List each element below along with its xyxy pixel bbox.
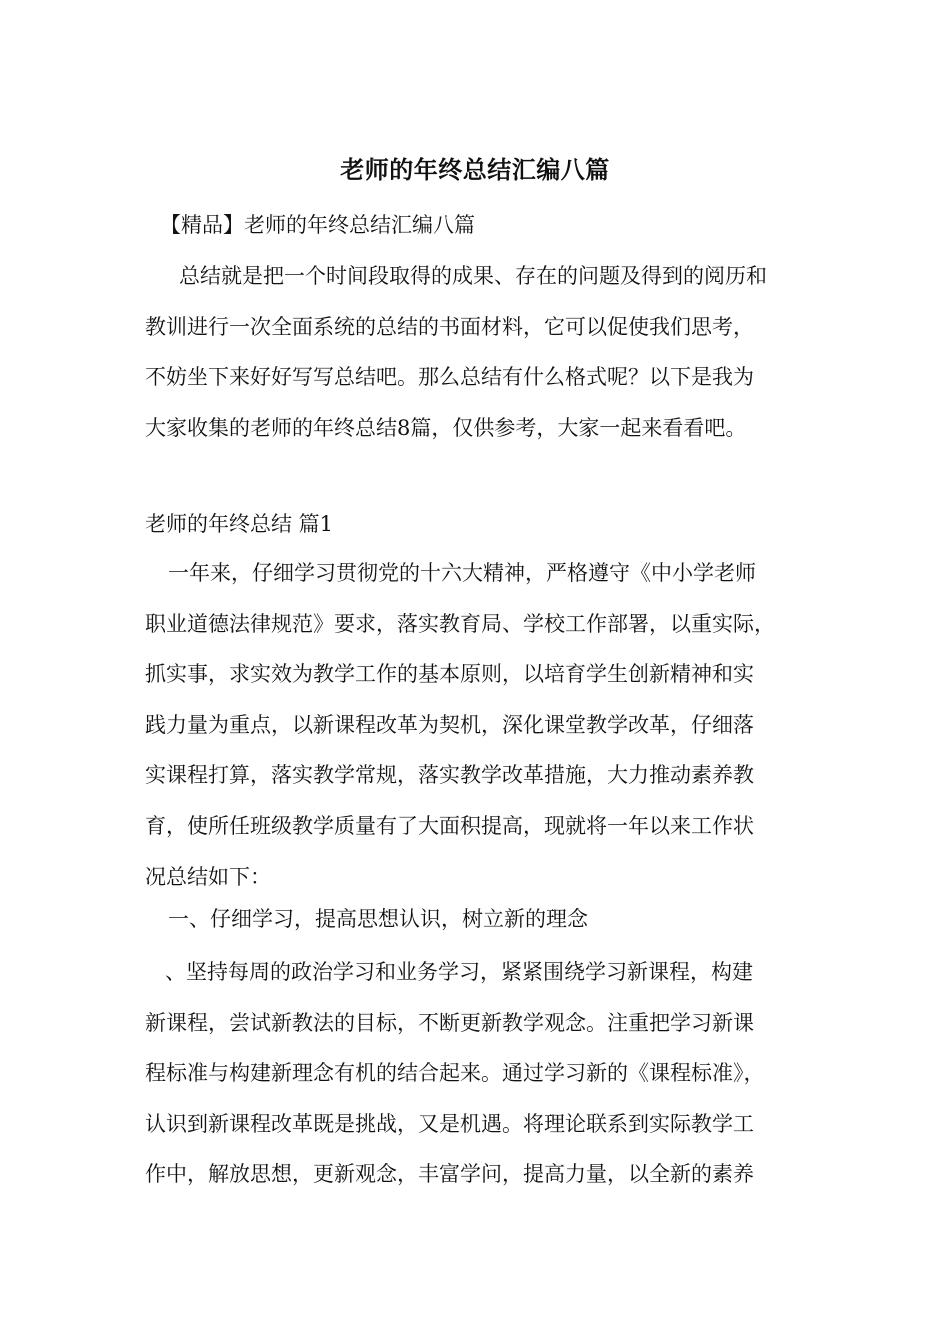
- text-line: 职业道德法律规范》要求，落实教育局、学校工作部署，以重实际，: [145, 611, 775, 636]
- subheading-1: 一、仔细学习，提高思想认识，树立新的理念: [168, 907, 588, 931]
- document-subtitle: 【精品】老师的年终总结汇编八篇: [160, 213, 475, 237]
- text-line: 认识到新课程改革既是挑战，又是机遇。将理论联系到实际教学工: [145, 1111, 754, 1136]
- text-line: 实课程打算，落实教学常规，落实教学改革措施，大力推动素养教: [145, 763, 754, 788]
- text-line: 总结就是把一个时间段取得的成果、存在的问题及得到的阅历和: [179, 264, 767, 288]
- text-line: 况总结如下：: [145, 864, 271, 889]
- text-line: 大家收集的老师的年终总结8篇，仅供参考，大家一起来看看吧。: [145, 415, 747, 440]
- text-line: 教训进行一次全面系统的总结的书面材料，它可以促使我们思考，: [145, 314, 754, 339]
- text-line: 抓实事，求实效为教学工作的基本原则，以培育学生创新精神和实: [145, 662, 754, 687]
- section-heading: 老师的年终总结 篇1: [145, 512, 334, 536]
- text-line: 程标准与构建新理念有机的结合起来。通过学习新的《课程标准》，: [145, 1061, 765, 1086]
- body-paragraph-1: [145, 548, 825, 902]
- text-line: 新课程，尝试新教法的目标，不断更新教学观念。注重把学习新课: [145, 1010, 754, 1035]
- text-line: 不妨坐下来好好写写总结吧。那么总结有什么格式呢？以下是我为: [145, 365, 754, 390]
- intro-paragraph: [145, 251, 825, 453]
- document-title: 老师的年终总结汇编八篇: [340, 156, 610, 184]
- body-paragraph-2: [145, 947, 825, 1200]
- text-line: 践力量为重点，以新课程改革为契机，深化课堂教学改革，仔细落: [145, 712, 754, 737]
- text-line: 作中，解放思想，更新观念，丰富学问，提高力量，以全新的素养: [145, 1162, 754, 1187]
- text-line: 一年来，仔细学习贯彻党的十六大精神，严格遵守《中小学老师: [168, 561, 756, 585]
- text-line: 、坚持每周的政治学习和业务学习，紧紧围绕学习新课程，构建: [165, 960, 753, 984]
- text-line: 育，使所任班级教学质量有了大面积提高，现就将一年以来工作状: [145, 813, 754, 838]
